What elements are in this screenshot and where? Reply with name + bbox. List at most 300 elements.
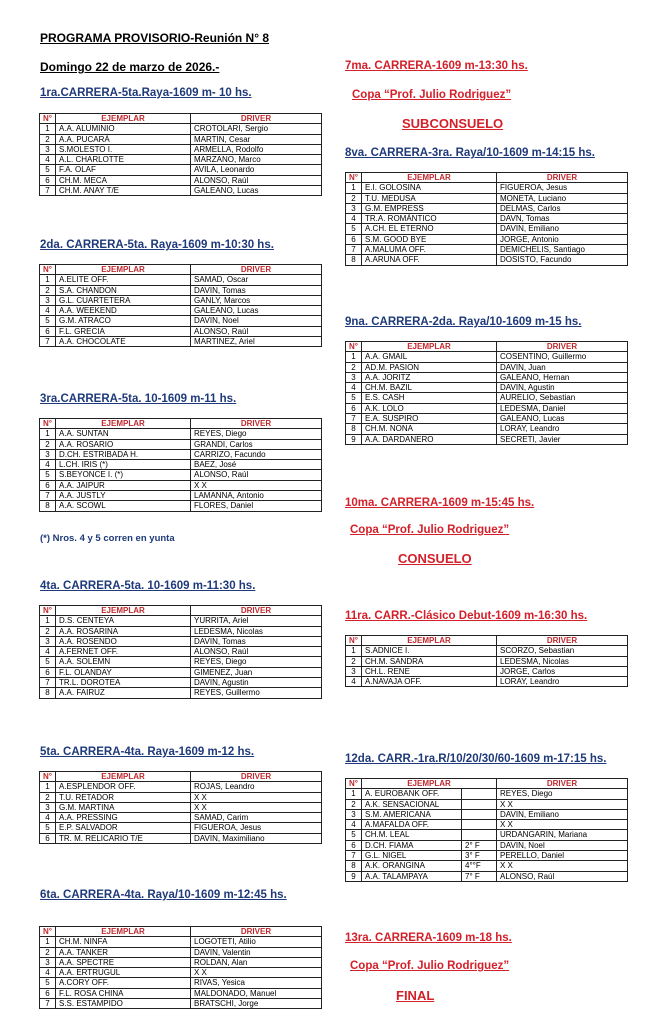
cell-driver: DAVIN, Juan — [497, 362, 628, 372]
cell-number: 4 — [40, 813, 56, 823]
cell-driver: DEMICHELIS, Santiago — [497, 245, 628, 255]
cell-ejemplar: A.A. DARDANERO — [362, 434, 497, 444]
cell-extra: 2° F — [462, 840, 497, 850]
table-row — [40, 782, 322, 792]
cell-number: 2 — [40, 439, 56, 449]
table-row — [40, 957, 322, 967]
cell-driver: DAVIN, Tomas — [191, 285, 322, 295]
race-2-heading: 2da. CARRERA-5ta. Raya-1609 m-10:30 hs. — [40, 239, 274, 251]
header-driver: DRIVER — [497, 636, 628, 646]
cell-ejemplar: F.L. OLANDAY — [56, 667, 191, 677]
cell-number: 2 — [40, 134, 56, 144]
cell-driver: LOGOTETI, Atilio — [191, 937, 322, 947]
cell-ejemplar: F.A. OLAF — [56, 165, 191, 175]
cell-driver: MONETA, Luciano — [497, 193, 628, 203]
cell-driver: GANLY, Marcos — [191, 295, 322, 305]
cell-driver: DAVN, Tomas — [497, 214, 628, 224]
table-row — [40, 647, 322, 657]
header-driver: DRIVER — [191, 606, 322, 616]
cell-ejemplar: A.CORY OFF. — [56, 978, 191, 988]
cell-driver: FIGUEROA, Jesus — [497, 183, 628, 193]
table-header-row — [346, 779, 628, 789]
table-row — [346, 666, 628, 676]
race-8-heading: 8va. CARRERA-3ra. Raya/10-1609 m-14:15 hs. — [345, 147, 595, 159]
cell-ejemplar: CH.M. NINFA — [56, 937, 191, 947]
table-row — [40, 667, 322, 677]
cell-extra: 7° F — [462, 871, 497, 881]
cell-driver: RIVAS, Yesica — [191, 978, 322, 988]
race-5-heading: 5ta. CARRERA-4ta. Raya-1609 m-12 hs. — [40, 746, 255, 758]
header-ejemplar: EJEMPLAR — [362, 779, 497, 789]
cell-number: 7 — [40, 678, 56, 688]
header-ejemplar: EJEMPLAR — [56, 606, 191, 616]
cell-ejemplar: CH.M. ANAY T/E — [56, 186, 191, 196]
cell-ejemplar: S.ADNICE I. — [362, 646, 497, 656]
cell-driver: JORGE, Carlos — [497, 666, 628, 676]
table-row — [40, 937, 322, 947]
header-driver: DRIVER — [497, 173, 628, 183]
table-row — [40, 616, 322, 626]
cell-driver: DAVIN, Agustin — [191, 678, 322, 688]
table-row — [40, 833, 322, 843]
cell-driver: YURRITA, Ariel — [191, 616, 322, 626]
table-row — [346, 203, 628, 213]
cell-driver: FLORES, Daniel — [191, 501, 322, 511]
cell-driver: LORAY, Leandro — [497, 677, 628, 687]
table-row — [40, 429, 322, 439]
cell-number: 1 — [40, 429, 56, 439]
program-title: PROGRAMA PROVISORIO-Reunión N° 8 — [40, 31, 270, 45]
cell-ejemplar: F.L. GRECIA — [56, 326, 191, 336]
cell-ejemplar: A.A. JORITZ — [362, 372, 497, 382]
race-13-cup: Copa “Prof. Julio Rodriguez” — [350, 960, 510, 972]
cell-number: 1 — [40, 616, 56, 626]
cell-ejemplar: A.A. SCOWL — [56, 501, 191, 511]
cell-ejemplar: T.U. RETADOR — [56, 792, 191, 802]
race-7-heading: 7ma. CARRERA-1609 m-13:30 hs. — [345, 60, 528, 72]
cell-ejemplar: A.MALUMA OFF. — [362, 245, 497, 255]
header-num: N° — [346, 636, 362, 646]
cell-driver: GALEANO, Lucas — [191, 186, 322, 196]
cell-number: 3 — [40, 957, 56, 967]
race-5-table — [39, 771, 322, 844]
table-row — [346, 183, 628, 193]
cell-driver: CARRIZO, Facundo — [191, 449, 322, 459]
table-row — [346, 861, 628, 871]
cell-driver: SAMAD, Carim — [191, 813, 322, 823]
cell-driver: DAVIN, Noel — [191, 316, 322, 326]
cell-number: 6 — [40, 833, 56, 843]
cell-driver: GIMENEZ, Juan — [191, 667, 322, 677]
cell-driver: X X — [191, 792, 322, 802]
cell-driver: GALEANO, Hernan — [497, 372, 628, 382]
table-row — [40, 326, 322, 336]
table-row — [40, 501, 322, 511]
cell-ejemplar: A.A. ERTRUGUL — [56, 968, 191, 978]
race-7-label: SUBCONSUELO — [402, 116, 504, 131]
table-row — [40, 978, 322, 988]
cell-number: 4 — [346, 214, 362, 224]
table-row — [40, 480, 322, 490]
cell-driver: ROJAS, Leandro — [191, 782, 322, 792]
cell-number: 4 — [40, 647, 56, 657]
cell-driver: BRATSCHI, Jorge — [191, 999, 322, 1009]
cell-ejemplar: A.A. SPECTRE — [56, 957, 191, 967]
header-ejemplar: EJEMPLAR — [56, 265, 191, 275]
cell-number: 6 — [346, 234, 362, 244]
table-row — [40, 988, 322, 998]
cell-number: 4 — [40, 968, 56, 978]
race-10-cup: Copa “Prof. Julio Rodriguez” — [350, 524, 510, 536]
header-ejemplar: EJEMPLAR — [56, 419, 191, 429]
cell-driver: ROLDAN, Alan — [191, 957, 322, 967]
cell-number: 5 — [40, 165, 56, 175]
cell-number: 7 — [346, 245, 362, 255]
table-row — [40, 813, 322, 823]
cell-number: 5 — [40, 657, 56, 667]
race-9-heading: 9na. CARRERA-2da. Raya/10-1609 m-15 hs. — [345, 316, 582, 328]
table-row — [346, 646, 628, 656]
cell-ejemplar: CH.L. RENE — [362, 666, 497, 676]
table-row — [40, 449, 322, 459]
cell-extra — [462, 789, 497, 799]
cell-ejemplar: A.FERNET OFF. — [56, 647, 191, 657]
cell-ejemplar: A.K. SENSACIONAL — [362, 799, 462, 809]
table-row — [40, 316, 322, 326]
cell-ejemplar: D.S. CENTEYA — [56, 616, 191, 626]
cell-ejemplar: A.A. ALUMINIO — [56, 124, 191, 134]
cell-number: 6 — [346, 403, 362, 413]
table-row — [346, 224, 628, 234]
cell-ejemplar: S.M. AMERICANA — [362, 809, 462, 819]
cell-driver: AURELIO, Sebastian — [497, 393, 628, 403]
table-row — [346, 214, 628, 224]
cell-number: 7 — [346, 851, 362, 861]
cell-ejemplar: A.A. SOLEMN — [56, 657, 191, 667]
cell-number: 1 — [40, 782, 56, 792]
cell-driver: X X — [497, 799, 628, 809]
cell-driver: FIGUEROA, Jesus — [191, 823, 322, 833]
cell-driver: DELMAS, Carlos — [497, 203, 628, 213]
header-driver: DRIVER — [191, 772, 322, 782]
table-row — [40, 155, 322, 165]
cell-number: 2 — [40, 947, 56, 957]
table-row — [40, 636, 322, 646]
table-row — [40, 792, 322, 802]
cell-number: 3 — [346, 666, 362, 676]
table-row — [40, 678, 322, 688]
cell-number: 8 — [346, 255, 362, 265]
cell-number: 7 — [40, 491, 56, 501]
table-row — [40, 337, 322, 347]
cell-driver: COSENTINO, Guillermo — [497, 352, 628, 362]
cell-driver: X X — [191, 480, 322, 490]
cell-driver: ALONSO, Raúl — [497, 871, 628, 881]
cell-ejemplar: D.CH. ESTRIBADA H. — [56, 449, 191, 459]
cell-driver: SAMAD, Oscar — [191, 275, 322, 285]
table-row — [346, 656, 628, 666]
cell-driver: ALONSO, Raúl — [191, 647, 322, 657]
table-row — [40, 186, 322, 196]
cell-ejemplar: TR. M. RELICARIO T/E — [56, 833, 191, 843]
table-row — [40, 947, 322, 957]
header-driver: DRIVER — [191, 927, 322, 937]
race-12-table — [345, 778, 628, 882]
cell-ejemplar: E.A. SUSPIRO — [362, 414, 497, 424]
cell-extra — [462, 809, 497, 819]
race-1-table — [39, 113, 322, 196]
race-8-table — [345, 172, 628, 266]
cell-number: 1 — [346, 646, 362, 656]
table-header-row — [40, 606, 322, 616]
cell-number: 3 — [346, 372, 362, 382]
cell-ejemplar: S.M. GOOD BYE — [362, 234, 497, 244]
table-header-row — [40, 927, 322, 937]
table-row — [346, 403, 628, 413]
cell-number: 1 — [40, 937, 56, 947]
header-driver: DRIVER — [497, 779, 628, 789]
table-header-row — [346, 342, 628, 352]
race-13-heading: 13ra. CARRERA-1609 m-18 hs. — [345, 932, 512, 944]
cell-ejemplar: G.L. NIGEL — [362, 851, 462, 861]
cell-ejemplar: A.A. TALAMPAYA — [362, 871, 462, 881]
cell-driver: SCORZO, Sebastian — [497, 646, 628, 656]
cell-ejemplar: A.MAFALDA OFF. — [362, 820, 462, 830]
header-num: N° — [40, 606, 56, 616]
cell-driver: DOSISTO, Facundo — [497, 255, 628, 265]
race-3-table — [39, 418, 322, 512]
cell-number: 3 — [40, 295, 56, 305]
cell-ejemplar: S.A. CHANDON — [56, 285, 191, 295]
table-row — [40, 802, 322, 812]
race-11-table — [345, 635, 628, 687]
race-6-table — [39, 926, 322, 1009]
cell-number: 6 — [346, 840, 362, 850]
cell-ejemplar: A.ESPLENDOR OFF. — [56, 782, 191, 792]
cell-ejemplar: A.CH. EL ETERNO — [362, 224, 497, 234]
table-row — [40, 657, 322, 667]
cell-number: 1 — [346, 183, 362, 193]
cell-driver: DAVIN, Emiliano — [497, 809, 628, 819]
table-row — [346, 789, 628, 799]
cell-number: 7 — [40, 999, 56, 1009]
cell-ejemplar: A.A. PUCARÁ — [56, 134, 191, 144]
cell-driver: X X — [497, 820, 628, 830]
cell-ejemplar: A.A. JUSTLY — [56, 491, 191, 501]
cell-driver: REYES, Diego — [191, 657, 322, 667]
table-row — [40, 285, 322, 295]
cell-ejemplar: TR.A. ROMÁNTICO — [362, 214, 497, 224]
cell-driver: LEDESMA, Nicolas — [497, 656, 628, 666]
table-row — [40, 124, 322, 134]
header-num: N° — [40, 114, 56, 124]
cell-number: 1 — [346, 789, 362, 799]
cell-extra: 4°°F — [462, 861, 497, 871]
cell-ejemplar: A.A. ROSENDO — [56, 636, 191, 646]
cell-number: 5 — [40, 823, 56, 833]
cell-ejemplar: G.M. ATRACO — [56, 316, 191, 326]
cell-number: 6 — [40, 667, 56, 677]
header-num: N° — [346, 173, 362, 183]
cell-ejemplar: G.L. CUARTETERA — [56, 295, 191, 305]
race-3-heading: 3ra.CARRERA-5ta. 10-1609 m-11 hs. — [40, 393, 237, 405]
cell-ejemplar: E.I. GOLOSINA — [362, 183, 497, 193]
race-4-table — [39, 605, 322, 699]
cell-driver: LORAY, Leandro — [497, 424, 628, 434]
cell-driver: SECRETI, Javier — [497, 434, 628, 444]
cell-driver: DAVIN, Tomas — [191, 636, 322, 646]
header-driver: DRIVER — [191, 114, 322, 124]
cell-driver: CROTOLARI, Sergio — [191, 124, 322, 134]
table-row — [40, 175, 322, 185]
table-row — [40, 134, 322, 144]
cell-ejemplar: A.A. TANKER — [56, 947, 191, 957]
cell-driver: ALONSO, Raúl — [191, 326, 322, 336]
table-row — [346, 245, 628, 255]
cell-ejemplar: CH.M. LEAL — [362, 830, 462, 840]
cell-ejemplar: A.ELITE OFF. — [56, 275, 191, 285]
race-1-heading: 1ra.CARRERA-5ta.Raya-1609 m- 10 hs. — [40, 87, 252, 99]
table-header-row — [40, 114, 322, 124]
program-date: Domingo 22 de marzo de 2026.- — [40, 60, 220, 74]
cell-driver: REYES, Guillermo — [191, 688, 322, 698]
table-row — [346, 434, 628, 444]
cell-driver: LAMANNA, Antonio — [191, 491, 322, 501]
table-row — [346, 424, 628, 434]
cell-ejemplar: L.CH. IRIS (*) — [56, 460, 191, 470]
table-header-row — [40, 265, 322, 275]
cell-ejemplar: D.CH. FIAMA — [362, 840, 462, 850]
race-2-table — [39, 264, 322, 347]
cell-driver: ALONSO, Raúl — [191, 175, 322, 185]
table-row — [346, 193, 628, 203]
cell-driver: MALDONADO, Manuel — [191, 988, 322, 998]
cell-ejemplar: A.A. GMAIL — [362, 352, 497, 362]
cell-ejemplar: AD.M. PASION — [362, 362, 497, 372]
cell-number: 2 — [346, 193, 362, 203]
race-13-label: FINAL — [396, 988, 435, 1003]
cell-ejemplar: A. EUROBANK OFF. — [362, 789, 462, 799]
cell-number: 6 — [40, 988, 56, 998]
cell-ejemplar: CH.M. BAZIL — [362, 383, 497, 393]
cell-driver: LEDESMA, Nicolas — [191, 626, 322, 636]
table-row — [346, 871, 628, 881]
cell-number: 4 — [40, 155, 56, 165]
cell-number: 5 — [346, 393, 362, 403]
cell-driver: GALEANO, Lucas — [191, 306, 322, 316]
cell-ejemplar: T.U. MEDUSA — [362, 193, 497, 203]
cell-driver: MARTIN, Cesar — [191, 134, 322, 144]
cell-driver: GRANDI, Carlos — [191, 439, 322, 449]
cell-number: 1 — [40, 124, 56, 134]
table-row — [346, 255, 628, 265]
cell-number: 4 — [346, 383, 362, 393]
header-ejemplar: EJEMPLAR — [362, 342, 497, 352]
cell-number: 5 — [40, 316, 56, 326]
cell-ejemplar: A.L. CHARLOTTE — [56, 155, 191, 165]
cell-driver: URDANGARIN, Mariana — [497, 830, 628, 840]
cell-driver: X X — [497, 861, 628, 871]
cell-ejemplar: E.S. CASH — [362, 393, 497, 403]
race-3-note: (*) Nros. 4 y 5 corren en yunta — [40, 533, 175, 544]
cell-number: 4 — [40, 306, 56, 316]
table-row — [40, 491, 322, 501]
cell-driver: AVILA, Leonardo — [191, 165, 322, 175]
header-num: N° — [40, 419, 56, 429]
cell-number: 2 — [40, 285, 56, 295]
cell-driver: MARZANO, Marco — [191, 155, 322, 165]
table-row — [40, 823, 322, 833]
race-12-heading: 12da. CARR.-1ra.R/10/20/30/60-1609 m-17:15 hs. — [345, 753, 607, 765]
table-row — [346, 677, 628, 687]
cell-number: 4 — [346, 820, 362, 830]
table-row — [40, 626, 322, 636]
race-10-label: CONSUELO — [398, 551, 472, 566]
cell-driver: GALEANO, Lucas — [497, 414, 628, 424]
cell-number: 8 — [346, 424, 362, 434]
cell-driver: X X — [191, 802, 322, 812]
header-driver: DRIVER — [497, 342, 628, 352]
cell-driver: ALONSO, Raúl — [191, 470, 322, 480]
cell-number: 2 — [346, 799, 362, 809]
table-row — [346, 820, 628, 830]
table-row — [346, 362, 628, 372]
cell-number: 1 — [346, 352, 362, 362]
cell-number: 3 — [40, 802, 56, 812]
cell-ejemplar: G.M. EMPRESS — [362, 203, 497, 213]
table-row — [40, 688, 322, 698]
cell-ejemplar: G.M. MARTINA — [56, 802, 191, 812]
table-row — [346, 851, 628, 861]
cell-driver: DAVIN, Emiliano — [497, 224, 628, 234]
cell-ejemplar: S.S. ESTAMPIDO — [56, 999, 191, 1009]
race-6-heading: 6ta. CARRERA-4ta. Raya/10-1609 m-12:45 hs. — [40, 889, 287, 901]
race-11-heading: 11ra. CARR.-Clásico Debut-1609 m-16:30 hs. — [345, 610, 588, 622]
cell-number: 3 — [346, 809, 362, 819]
cell-driver: PERELLO, Daniel — [497, 851, 628, 861]
table-row — [40, 275, 322, 285]
cell-number: 8 — [346, 861, 362, 871]
cell-number: 7 — [40, 337, 56, 347]
cell-number: 2 — [346, 362, 362, 372]
header-num: N° — [346, 779, 362, 789]
cell-number: 9 — [346, 871, 362, 881]
cell-ejemplar: S.BEYONCE I. (*) — [56, 470, 191, 480]
table-row — [346, 383, 628, 393]
cell-ejemplar: CH.M. MECA — [56, 175, 191, 185]
cell-number: 2 — [40, 626, 56, 636]
cell-ejemplar: A.A. ROSARINA — [56, 626, 191, 636]
cell-ejemplar: A.A. WEEKEND — [56, 306, 191, 316]
header-num: N° — [40, 772, 56, 782]
race-10-heading: 10ma. CARRERA-1609 m-15:45 hs. — [345, 497, 535, 509]
table-row — [346, 830, 628, 840]
cell-number: 7 — [40, 186, 56, 196]
cell-ejemplar: A.A. ROSARIO — [56, 439, 191, 449]
cell-number: 3 — [40, 636, 56, 646]
header-driver: DRIVER — [191, 419, 322, 429]
cell-driver: DAVIN, Agustin — [497, 383, 628, 393]
cell-ejemplar: A.A. SUNTAN — [56, 429, 191, 439]
cell-number: 9 — [346, 434, 362, 444]
race-7-cup: Copa “Prof. Julio Rodriguez” — [352, 89, 512, 101]
table-row — [40, 306, 322, 316]
cell-number: 1 — [40, 275, 56, 285]
table-row — [40, 144, 322, 154]
cell-ejemplar: CH.M. SANDRA — [362, 656, 497, 666]
table-header-row — [40, 772, 322, 782]
cell-ejemplar: A.A. PRESSING — [56, 813, 191, 823]
